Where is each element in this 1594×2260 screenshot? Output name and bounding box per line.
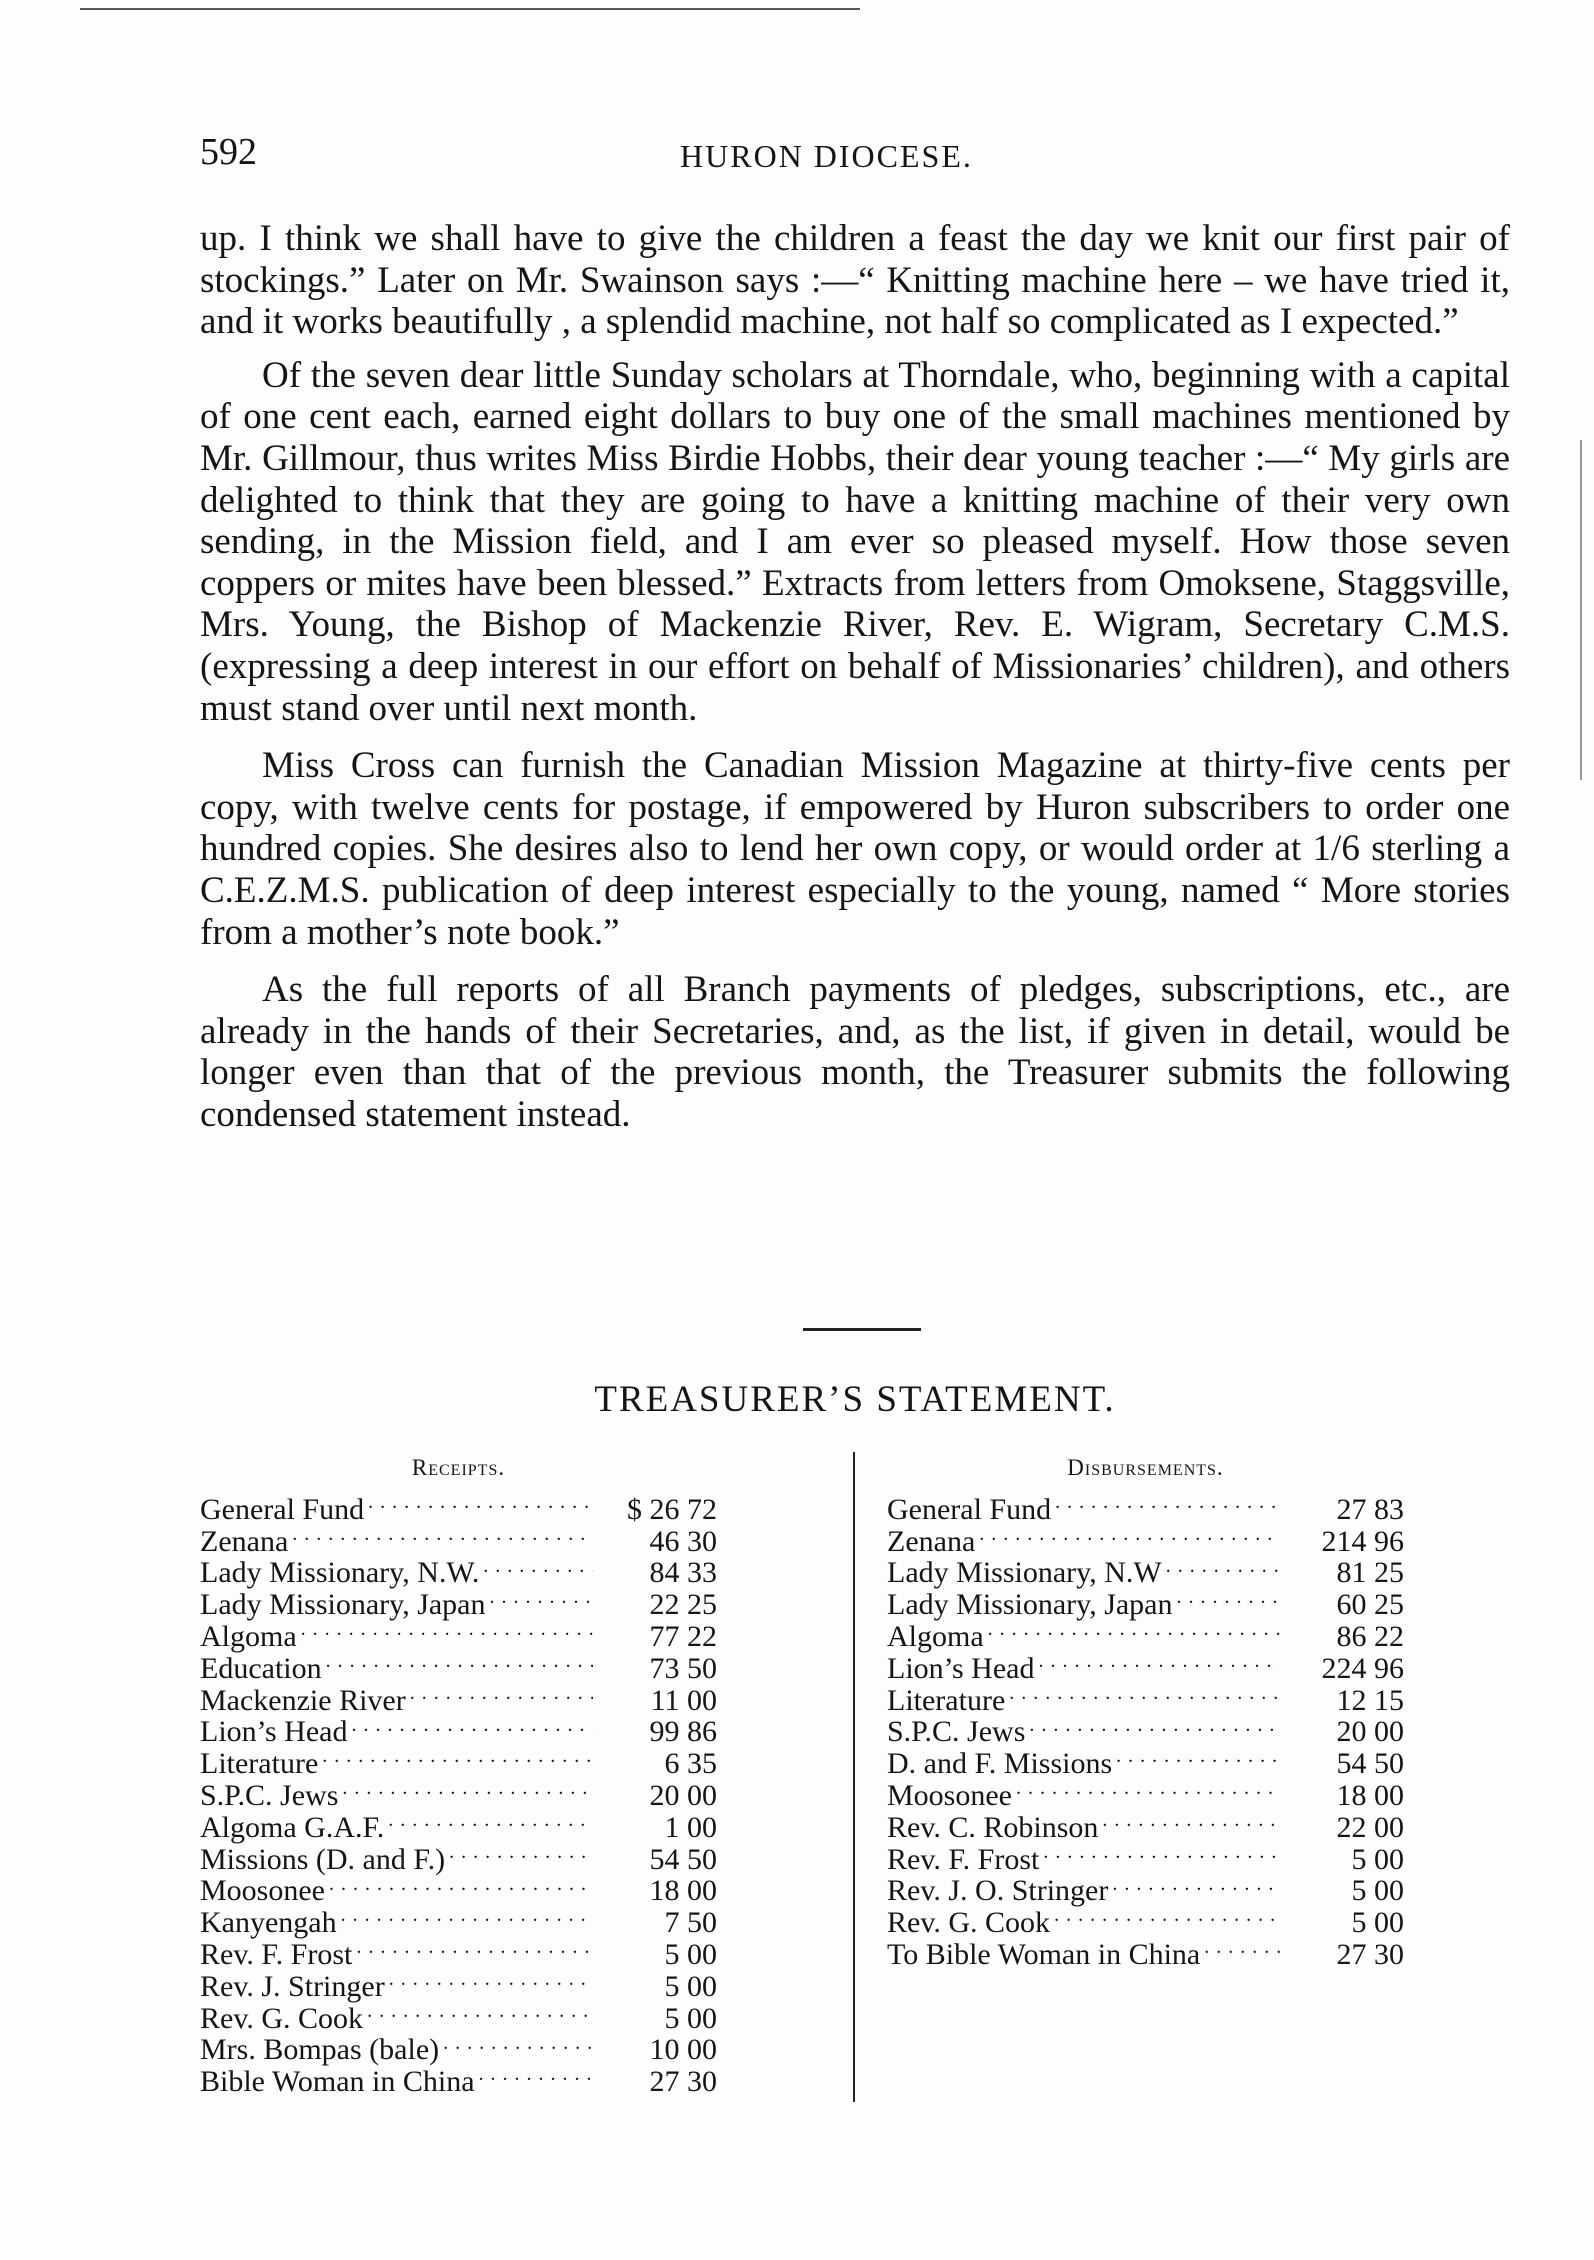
ledger-amount: 5 00 <box>664 1969 717 2003</box>
leader-dots <box>1050 1900 1280 1932</box>
leader-dots <box>445 1837 593 1869</box>
ledger-amount: 5 00 <box>664 1937 717 1971</box>
ledger-amount: 5 00 <box>1351 1842 1404 1876</box>
disbursements-heading: Disbursements. <box>1067 1455 1224 1480</box>
ledger-label: S.P.C. Jews <box>200 1778 339 1812</box>
leader-dots <box>1162 1551 1280 1583</box>
leader-dots <box>318 1741 593 1773</box>
leader-dots <box>384 1805 593 1837</box>
section-divider <box>803 1328 921 1331</box>
ledger-label: Education <box>200 1651 322 1685</box>
ledger-label: Rev. F. Frost <box>200 1937 353 1971</box>
leader-dots <box>439 2028 593 2060</box>
ledger-label: D. and F. Missions <box>887 1747 1113 1781</box>
ledger-amount: 1 00 <box>664 1810 717 1844</box>
leader-dots <box>322 1646 593 1678</box>
ledger-label: Rev. J. O. Stringer <box>887 1874 1109 1908</box>
ledger-amount: 54 50 <box>1336 1747 1404 1781</box>
leader-dots <box>486 1582 594 1614</box>
disbursements-column <box>887 1455 1404 1971</box>
leader-dots <box>479 1551 593 1583</box>
leader-dots <box>1012 1773 1280 1805</box>
ledger-amount: 27 30 <box>1336 1937 1404 1971</box>
ledger-label: Rev. G. Cook <box>200 2001 364 2035</box>
body-text <box>200 218 1510 1135</box>
ledger-amount: 6 35 <box>664 1747 717 1781</box>
ledger-label: General Fund <box>887 1492 1052 1526</box>
leader-dots <box>1098 1805 1280 1837</box>
ledger-amount: 224 96 <box>1321 1651 1404 1685</box>
ledger-label: Moosonee <box>887 1778 1012 1812</box>
ledger-label: Lady Missionary, N.W <box>887 1556 1162 1590</box>
ledger-row <box>200 1487 717 1526</box>
leader-dots <box>385 1964 593 1996</box>
ledger-amount: 99 86 <box>649 1715 717 1749</box>
ledger-amount: 7 50 <box>664 1906 717 1940</box>
ledger-amount: 12 15 <box>1336 1683 1404 1717</box>
ledger-amount: 46 30 <box>649 1524 717 1558</box>
ledger-label: Literature <box>887 1683 1006 1717</box>
leader-dots <box>337 1900 593 1932</box>
disbursements-list <box>887 1487 1404 1971</box>
leader-dots <box>984 1614 1280 1646</box>
receipts-list <box>200 1487 717 2099</box>
ledger-label: Rev. J. Stringer <box>200 1969 385 2003</box>
leader-dots <box>347 1710 593 1742</box>
ledger-row <box>887 1487 1404 1526</box>
ledger-amount: 20 00 <box>1336 1715 1404 1749</box>
ledger-label: Literature <box>200 1747 319 1781</box>
paragraph: Miss Cross can furnish the Canadian Mission Magazine at thirty-five cents per copy, with twelve cents for postage, if empowered by Huron subscribers to order one hundred copies. She desires also to lend her own copy, or would order at 1/6 sterling a C.E.Z.M.S. publication of deep interest especially to the young, named “ More stories from a mother’s note book.” <box>200 745 1510 953</box>
leader-dots <box>1173 1582 1281 1614</box>
ledger-label: Lady Missionary, Japan <box>887 1588 1173 1622</box>
ledger-amount: 5 00 <box>1351 1874 1404 1908</box>
ledger-amount: 5 00 <box>664 2001 717 2035</box>
margin-mark <box>1580 440 1582 780</box>
ledger-amount: 81 25 <box>1336 1556 1404 1590</box>
ledger-amount: 20 00 <box>649 1778 717 1812</box>
ledger-amount: 10 00 <box>649 2033 717 2067</box>
ledger-label: Zenana <box>200 1524 289 1558</box>
ledger-amount: 18 00 <box>1336 1778 1404 1812</box>
column-divider <box>853 1452 855 2102</box>
ledger-label: Algoma <box>200 1619 297 1653</box>
ledger-amount: 27 83 <box>1336 1492 1404 1526</box>
ledger-label: Algoma <box>887 1619 984 1653</box>
paragraph: As the full reports of all Branch payments of pledges, subscriptions, etc., are already in the hands of their Secretaries, and, as the list, if given in detail, would be longer even than that of the previous month, the Treasurer submits the following condensed statement instead. <box>200 969 1510 1135</box>
paragraph: Of the seven dear little Sunday scholars at Thorndale, who, beginning with a capital of one cent each, earned eight dollars to buy one of the small machines mentioned by Mr. Gillmour, thus writes Miss Birdie Hobbs, their dear young teacher :—“ My girls are delighted to think that they are going to have a knitting machine of their very own sending, in the Mission field, and I am ever so pleased myself. How those seven coppers or mites have been blessed.” Extracts from letters from Omoksene, Staggsville, Mrs. Young, the Bishop of Mackenzie River, Rev. E. Wigram, Secretary C.M.S. (expressing a deep interest in our effort on behalf of Missionaries’ children), and others must stand over until next month. <box>200 354 1510 729</box>
ledger-label: Lady Missionary, N.W. <box>200 1556 480 1590</box>
ledger-label: Rev. C. Robinson <box>887 1810 1099 1844</box>
ledger-label: Zenana <box>887 1524 976 1558</box>
ledger-label: Moosonee <box>200 1874 325 1908</box>
receipts-column <box>200 1455 717 2099</box>
leader-dots <box>1108 1869 1280 1901</box>
leader-dots <box>363 1996 593 2028</box>
leader-dots <box>1200 1932 1280 1964</box>
leader-dots <box>1034 1646 1280 1678</box>
ledger-amount: $ 26 72 <box>627 1492 717 1526</box>
statement-title: TREASURER’S STATEMENT. <box>594 1379 1116 1420</box>
leader-dots <box>352 1932 593 1964</box>
receipts-heading: Receipts. <box>411 1455 506 1480</box>
page-number: 592 <box>200 131 257 173</box>
ledger-label: Lion’s Head <box>887 1651 1035 1685</box>
ledger-label: Rev. G. Cook <box>887 1906 1051 1940</box>
ledger-amount: 214 96 <box>1321 1524 1404 1558</box>
top-rule <box>80 8 860 10</box>
ledger-label: General Fund <box>200 1492 365 1526</box>
ledger-label: Missions (D. and F.) <box>200 1842 446 1876</box>
leader-dots <box>297 1614 593 1646</box>
ledger-label: Lion’s Head <box>200 1715 348 1749</box>
ledger-amount: 60 25 <box>1336 1588 1404 1622</box>
leader-dots <box>364 1487 593 1519</box>
ledger-amount: 86 22 <box>1336 1619 1404 1653</box>
leader-dots <box>338 1773 593 1805</box>
leader-dots <box>325 1869 593 1901</box>
ledger-label: S.P.C. Jews <box>887 1715 1026 1749</box>
leader-dots <box>1039 1837 1280 1869</box>
ledger-amount: 18 00 <box>649 1874 717 1908</box>
ledger-amount: 11 00 <box>650 1683 717 1717</box>
leader-dots <box>1051 1487 1280 1519</box>
ledger-amount: 73 50 <box>649 1651 717 1685</box>
ledger-label: Algoma G.A.F. <box>200 1810 385 1844</box>
ledger-amount: 22 25 <box>649 1588 717 1622</box>
paragraph: up. I think we shall have to give the children a feast the day we knit our first pair of stockings.” Later on Mr. Swainson says :—“ Knitting machine here – we have tried it, and it works beautifully , a splendid machine, not half so complicated as I expected.” <box>200 218 1510 343</box>
leader-dots <box>1112 1741 1280 1773</box>
ledger-label: Bible Woman in China <box>200 2065 475 2099</box>
leader-dots <box>1005 1678 1280 1710</box>
ledger-label: Lady Missionary, Japan <box>200 1588 486 1622</box>
leader-dots <box>288 1519 593 1551</box>
ledger-label: Mackenzie River <box>200 1683 406 1717</box>
ledger-amount: 84 33 <box>649 1556 717 1590</box>
running-head: HURON DIOCESE. <box>680 138 973 174</box>
ledger-amount: 22 00 <box>1336 1810 1404 1844</box>
ledger-label: Rev. F. Frost <box>887 1842 1040 1876</box>
leader-dots <box>975 1519 1280 1551</box>
leader-dots <box>475 2059 593 2091</box>
ledger-label: Kanyengah <box>200 1906 337 1940</box>
ledger-amount: 77 22 <box>649 1619 717 1653</box>
ledger-label: Mrs. Bompas (bale) <box>200 2033 440 2067</box>
ledger-amount: 54 50 <box>649 1842 717 1876</box>
leader-dots <box>406 1678 593 1710</box>
leader-dots <box>1025 1710 1280 1742</box>
ledger-label: To Bible Woman in China <box>887 1937 1201 1971</box>
ledger-amount: 27 30 <box>649 2065 717 2099</box>
ledger-amount: 5 00 <box>1351 1906 1404 1940</box>
